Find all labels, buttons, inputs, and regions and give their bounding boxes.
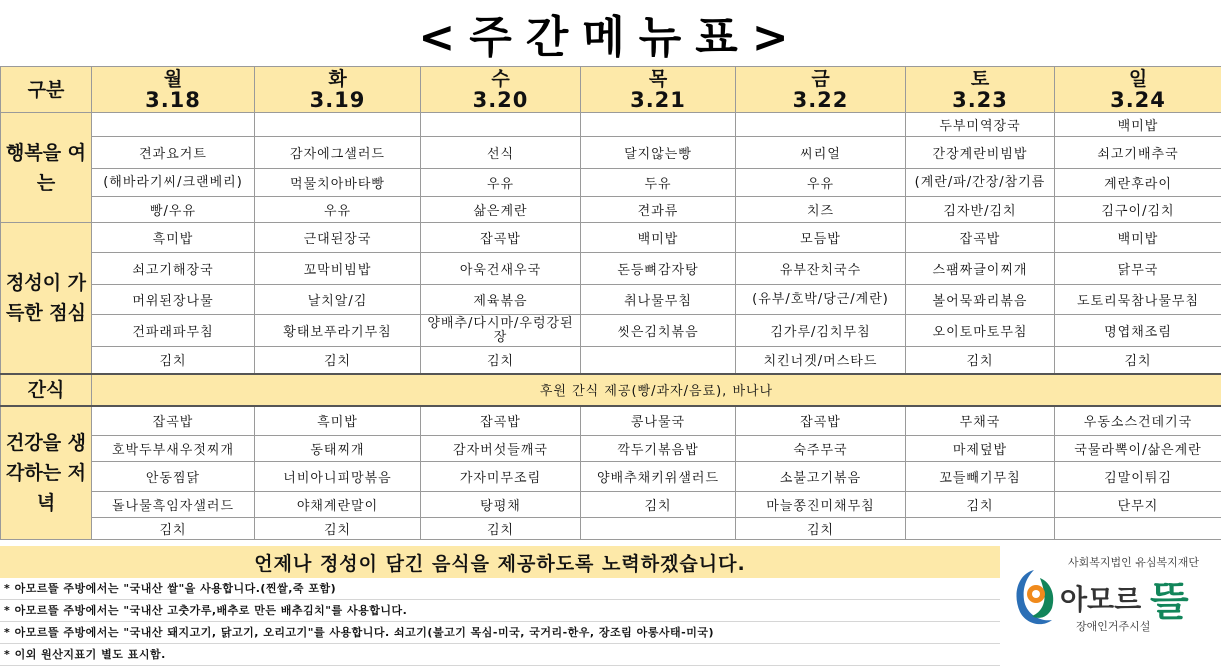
menu-item: 견과요거트: [92, 137, 255, 169]
menu-item: 마늘쫑진미채무침: [736, 492, 906, 518]
menu-item: 콩나물국: [581, 406, 736, 436]
menu-item: 숙주무국: [736, 436, 906, 462]
menu-row: [1, 223, 1221, 253]
menu-item: 양배추/다시마/우렁강된장: [421, 315, 581, 347]
menu-row: [1, 518, 1221, 540]
facility-logo: [1002, 548, 1220, 660]
page-title: <주간메뉴표>: [0, 0, 1221, 66]
menu-item: [255, 113, 421, 137]
menu-item: [581, 347, 736, 374]
menu-item: 김치: [92, 518, 255, 540]
day-date: 3.19: [255, 89, 420, 111]
menu-item: 김말이튀김: [1055, 462, 1221, 492]
menu-row: [1, 169, 1221, 197]
snack-label: 간식: [1, 374, 92, 406]
menu-item: 간장계란비빔밥: [906, 137, 1055, 169]
logo-subtitle: 장애인거주시설: [1076, 618, 1150, 634]
menu-item: 국물라뽁이/삶은계란: [1055, 436, 1221, 462]
menu-item: 잡곡밥: [421, 223, 581, 253]
menu-item: [906, 518, 1055, 540]
menu-item: 야채계란말이: [255, 492, 421, 518]
logo-name-accent: 뜰: [1150, 570, 1189, 627]
logo-mark-icon: [1010, 564, 1058, 634]
header-row: [1, 67, 1221, 113]
menu-item: 안동찜닭: [92, 462, 255, 492]
day-name: 월: [92, 68, 254, 89]
menu-item: 양배추채키위샐러드: [581, 462, 736, 492]
notes-list: [0, 578, 1000, 666]
menu-item: 소불고기볶음: [736, 462, 906, 492]
day-name: 목: [581, 68, 735, 89]
menu-item: 삶은계란: [421, 197, 581, 223]
menu-row: [1, 253, 1221, 285]
menu-item: 김치: [421, 347, 581, 374]
menu-item: 취나물무침: [581, 285, 736, 315]
menu-item: 감자에그샐러드: [255, 137, 421, 169]
menu-row: [1, 285, 1221, 315]
menu-item: 흑미밥: [255, 406, 421, 436]
day-name: 일: [1055, 68, 1221, 89]
menu-item: 계란후라이: [1055, 169, 1221, 197]
day-header: [906, 67, 1055, 113]
menu-item: 김자반/김치: [906, 197, 1055, 223]
menu-item: 김치: [255, 347, 421, 374]
menu-item: 쇠고기배추국: [1055, 137, 1221, 169]
day-header: [736, 67, 906, 113]
menu-item: 김구이/김치: [1055, 197, 1221, 223]
menu-item: 근대된장국: [255, 223, 421, 253]
menu-item: 무채국: [906, 406, 1055, 436]
menu-item: 치즈: [736, 197, 906, 223]
logo-org: 사회복지법인 유심복지재단: [1068, 554, 1199, 570]
day-date: 3.22: [736, 89, 905, 111]
menu-item: 모듬밥: [736, 223, 906, 253]
day-name: 금: [736, 68, 905, 89]
menu-item: 김치: [1055, 347, 1221, 374]
day-name: 토: [906, 68, 1054, 89]
header-label: 구분: [1, 67, 92, 113]
menu-item: 잡곡밥: [92, 406, 255, 436]
menu-item: 돌나물흑임자샐러드: [92, 492, 255, 518]
menu-item: 돈등뼈감자탕: [581, 253, 736, 285]
day-header: [92, 67, 255, 113]
menu-item: 너비아니피망볶음: [255, 462, 421, 492]
menu-item: 김치: [906, 347, 1055, 374]
menu-row: [1, 436, 1221, 462]
promise-banner: 언제나 정성이 담긴 음식을 제공하도록 노력하겠습니다.: [0, 546, 1000, 578]
menu-table: [0, 66, 1221, 540]
menu-item: 먹물치아바타빵: [255, 169, 421, 197]
menu-item: 닭무국: [1055, 253, 1221, 285]
day-name: 수: [421, 68, 580, 89]
dinner-label: 건강을 생각하는 저녁: [1, 406, 92, 540]
menu-item: 우유: [736, 169, 906, 197]
menu-item: 김치: [255, 518, 421, 540]
menu-item: 백미밥: [1055, 223, 1221, 253]
day-date: 3.21: [581, 89, 735, 111]
day-header: [1055, 67, 1221, 113]
menu-item: 볼어묵꽈리볶음: [906, 285, 1055, 315]
menu-item: 우유: [255, 197, 421, 223]
menu-item: 백미밥: [581, 223, 736, 253]
menu-item: 김치: [421, 518, 581, 540]
snack-row: [1, 374, 1221, 406]
menu-item: 잡곡밥: [736, 406, 906, 436]
menu-item: 빵/우유: [92, 197, 255, 223]
lunch-label: 정성이 가득한 점심: [1, 223, 92, 374]
menu-item: 아욱건새우국: [421, 253, 581, 285]
menu-item: (계란/파/간장/참기름: [906, 169, 1055, 197]
menu-item: [581, 518, 736, 540]
menu-item: 날치알/김: [255, 285, 421, 315]
menu-row: [1, 315, 1221, 347]
note-item: * 아모르뜰 주방에서는 "국내산 쌀"을 사용합니다.(찐쌀,죽 포함): [0, 578, 1000, 600]
menu-item: 가자미무조림: [421, 462, 581, 492]
menu-item: 쇠고기해장국: [92, 253, 255, 285]
menu-item: 황태보푸라기무침: [255, 315, 421, 347]
dinner-section: [1, 406, 1221, 540]
menu-item: 김치: [736, 518, 906, 540]
menu-item: 김치: [581, 492, 736, 518]
menu-item: 오이토마토무침: [906, 315, 1055, 347]
menu-item: 김치: [92, 347, 255, 374]
menu-item: [421, 113, 581, 137]
menu-item: 백미밥: [1055, 113, 1221, 137]
note-item: * 아모르뜰 주방에서는 "국내산 고춧가루,배추로 만든 배추김치"를 사용합니다.: [0, 600, 1000, 622]
menu-item: 김치: [906, 492, 1055, 518]
menu-row: [1, 462, 1221, 492]
menu-item: 우유: [421, 169, 581, 197]
menu-item: 김가루/김치무침: [736, 315, 906, 347]
menu-item: 탕평채: [421, 492, 581, 518]
note-item: * 이외 원산지표기 별도 표시함.: [0, 644, 1000, 666]
menu-item: 달지않는빵: [581, 137, 736, 169]
day-date: 3.20: [421, 89, 580, 111]
menu-item: 동태찌개: [255, 436, 421, 462]
menu-item: 씨리얼: [736, 137, 906, 169]
menu-item: 호박두부새우젓찌개: [92, 436, 255, 462]
day-date: 3.24: [1055, 89, 1221, 111]
menu-item: 스팸짜글이찌개: [906, 253, 1055, 285]
menu-item: (유부/호박/당근/계란): [736, 285, 906, 315]
day-header: [255, 67, 421, 113]
menu-item: 견과류: [581, 197, 736, 223]
menu-item: [736, 113, 906, 137]
menu-item: 잡곡밥: [421, 406, 581, 436]
menu-item: 명엽채조림: [1055, 315, 1221, 347]
menu-item: 단무지: [1055, 492, 1221, 518]
menu-item: [581, 113, 736, 137]
menu-item: 건파래파무침: [92, 315, 255, 347]
menu-row: [1, 197, 1221, 223]
menu-item: 깍두기볶음밥: [581, 436, 736, 462]
day-date: 3.18: [92, 89, 254, 111]
menu-item: 선식: [421, 137, 581, 169]
menu-row: [1, 492, 1221, 518]
snack-text: 후원 간식 제공(빵/과자/음료), 바나나: [92, 374, 1221, 406]
lunch-section: [1, 223, 1221, 374]
menu-item: 마제덮밥: [906, 436, 1055, 462]
menu-item: 씻은김치볶음: [581, 315, 736, 347]
menu-item: 잡곡밥: [906, 223, 1055, 253]
menu-item: (해바라기씨/크랜베리): [92, 169, 255, 197]
menu-item: 제육볶음: [421, 285, 581, 315]
menu-item: 우동소스건데기국: [1055, 406, 1221, 436]
menu-item: [1055, 518, 1221, 540]
menu-item: 유부잔치국수: [736, 253, 906, 285]
menu-item: 꼬막비빔밥: [255, 253, 421, 285]
day-name: 화: [255, 68, 420, 89]
breakfast-label: 행복을 여는: [1, 113, 92, 223]
menu-item: [92, 113, 255, 137]
note-item: * 아모르뜰 주방에서는 "국내산 돼지고기, 닭고기, 오리고기"를 사용합니다. 쇠고기(불고기 목심-미국, 국거리-한우, 장조림 아롱사태-미국): [0, 622, 1000, 644]
menu-item: 도토리묵참나물무침: [1055, 285, 1221, 315]
menu-row: [1, 137, 1221, 169]
menu-item: 두부미역장국: [906, 113, 1055, 137]
menu-row: [1, 406, 1221, 436]
menu-row: [1, 347, 1221, 374]
breakfast-section: [1, 113, 1221, 223]
menu-item: 머위된장나물: [92, 285, 255, 315]
day-header: [581, 67, 736, 113]
menu-item: 감자버섯들깨국: [421, 436, 581, 462]
menu-item: 꼬들빼기무침: [906, 462, 1055, 492]
day-date: 3.23: [906, 89, 1054, 111]
menu-item: 흑미밥: [92, 223, 255, 253]
menu-item: 두유: [581, 169, 736, 197]
day-header: [421, 67, 581, 113]
logo-name: 아모르: [1060, 578, 1141, 618]
menu-row: [1, 113, 1221, 137]
menu-item: 치킨너겟/머스타드: [736, 347, 906, 374]
